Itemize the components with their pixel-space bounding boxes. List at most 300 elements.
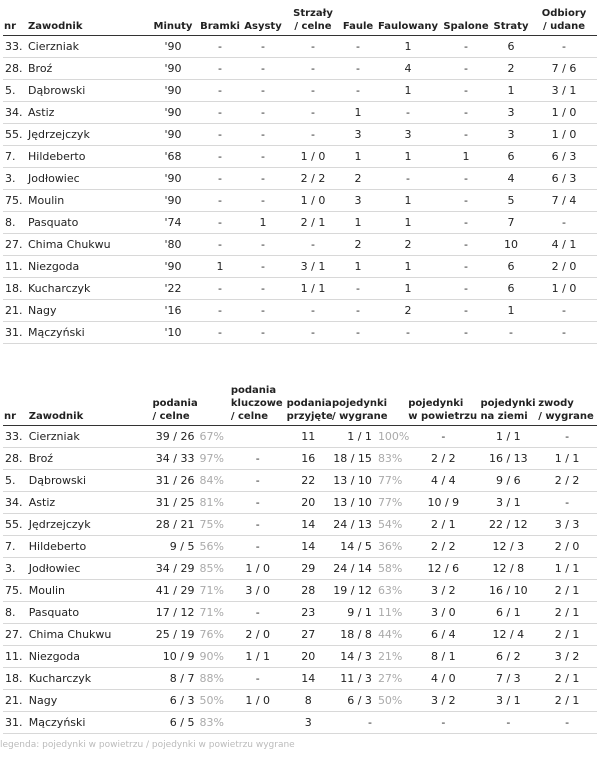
duels-cell bbox=[331, 668, 407, 690]
passes-value: 41 / 29 bbox=[155, 584, 195, 597]
air-duels-cell: 10 / 9 bbox=[407, 492, 479, 514]
player-name: Astiz bbox=[27, 102, 147, 124]
table-row bbox=[3, 146, 597, 168]
duels-cell bbox=[331, 558, 407, 580]
shots-cell: - bbox=[285, 36, 341, 58]
header-key-l1: podania bbox=[230, 385, 277, 396]
duels-cell bbox=[331, 514, 407, 536]
shots-cell: - bbox=[285, 322, 341, 344]
fouls-cell: 1 bbox=[341, 256, 375, 278]
header-ground-l1: pojedynki bbox=[480, 398, 536, 409]
shots-cell: - bbox=[285, 58, 341, 80]
passes-value: 6 / 3 bbox=[169, 694, 195, 707]
key-passes-cell: 1 / 0 bbox=[230, 558, 286, 580]
header-goals: Bramki bbox=[199, 7, 241, 36]
shots-cell: 3 / 1 bbox=[285, 256, 341, 278]
passes-cell bbox=[152, 646, 230, 668]
fouled-cell: 1 bbox=[375, 80, 441, 102]
goals-cell: - bbox=[199, 146, 241, 168]
table-row bbox=[3, 448, 597, 470]
dribbles-cell: 2 / 1 bbox=[537, 690, 597, 712]
air-duels-cell: 2 / 1 bbox=[407, 514, 479, 536]
key-passes-cell: 2 / 0 bbox=[230, 624, 286, 646]
header-dribbles bbox=[537, 384, 597, 426]
offsides-cell: - bbox=[441, 102, 491, 124]
passes-value: 28 / 21 bbox=[155, 518, 195, 531]
shots-cell: - bbox=[285, 80, 341, 102]
player-name: Jodłowiec bbox=[28, 558, 152, 580]
player-number: 55. bbox=[3, 124, 27, 146]
minutes-cell: '90 bbox=[147, 256, 199, 278]
duels-value: - bbox=[367, 716, 372, 729]
passes-cell bbox=[152, 558, 230, 580]
minutes-cell: '10 bbox=[147, 322, 199, 344]
fouled-cell: 1 bbox=[375, 190, 441, 212]
passes-cell bbox=[152, 536, 230, 558]
duels-cell bbox=[331, 470, 407, 492]
offsides-cell: - bbox=[441, 322, 491, 344]
shots-cell: 2 / 2 bbox=[285, 168, 341, 190]
ground-duels-cell: 6 / 1 bbox=[479, 602, 537, 624]
fouls-cell: 3 bbox=[341, 190, 375, 212]
duels-percent: 77% bbox=[377, 474, 403, 487]
header-recoveries-l1: Odbiory bbox=[541, 8, 587, 19]
assists-cell: - bbox=[241, 300, 285, 322]
passes-value: 25 / 19 bbox=[155, 628, 195, 641]
fouls-cell: 3 bbox=[341, 124, 375, 146]
header-fouled: Faulowany bbox=[375, 7, 441, 36]
dribbles-cell: 2 / 1 bbox=[537, 602, 597, 624]
player-number: 55. bbox=[3, 514, 28, 536]
assists-cell: - bbox=[241, 58, 285, 80]
duels-percent: 100% bbox=[377, 430, 410, 443]
recoveries-cell: - bbox=[531, 322, 597, 344]
received-cell: 20 bbox=[286, 646, 331, 668]
header-air-duels bbox=[407, 384, 479, 426]
ground-duels-cell: 3 / 1 bbox=[479, 492, 537, 514]
header-key-l3: / celne bbox=[230, 411, 269, 422]
losses-cell: 5 bbox=[491, 190, 531, 212]
air-duels-cell: 3 / 2 bbox=[407, 690, 479, 712]
player-number: 33. bbox=[3, 426, 28, 448]
table-row bbox=[3, 492, 597, 514]
losses-cell: 10 bbox=[491, 234, 531, 256]
fouls-cell: 2 bbox=[341, 168, 375, 190]
header-passes bbox=[152, 384, 230, 426]
duels-value: 18 / 15 bbox=[333, 452, 372, 465]
player-number: 75. bbox=[3, 580, 28, 602]
player-name: Dąbrowski bbox=[28, 470, 152, 492]
recoveries-cell: 2 / 0 bbox=[531, 256, 597, 278]
air-duels-cell: 4 / 0 bbox=[407, 668, 479, 690]
received-cell: 11 bbox=[286, 426, 331, 448]
shots-cell: - bbox=[285, 124, 341, 146]
recoveries-cell: - bbox=[531, 36, 597, 58]
header-received-l1: podania bbox=[286, 398, 332, 409]
goals-cell: - bbox=[199, 300, 241, 322]
fouled-cell: 1 bbox=[375, 278, 441, 300]
recoveries-cell: 1 / 0 bbox=[531, 124, 597, 146]
player-name: Chima Chukwu bbox=[27, 234, 147, 256]
key-passes-cell: - bbox=[230, 602, 286, 624]
duels-percent: 11% bbox=[377, 606, 403, 619]
player-number: 18. bbox=[3, 278, 27, 300]
header-shots bbox=[285, 7, 341, 36]
received-cell: 14 bbox=[286, 514, 331, 536]
duels-percent: 27% bbox=[377, 672, 403, 685]
goals-cell: - bbox=[199, 322, 241, 344]
passes-percent: 88% bbox=[199, 672, 224, 685]
recoveries-cell: 7 / 6 bbox=[531, 58, 597, 80]
table-row bbox=[3, 580, 597, 602]
fouls-cell: - bbox=[341, 80, 375, 102]
received-cell: 23 bbox=[286, 602, 331, 624]
air-duels-cell: 4 / 4 bbox=[407, 470, 479, 492]
minutes-cell: '90 bbox=[147, 102, 199, 124]
recoveries-cell: 6 / 3 bbox=[531, 168, 597, 190]
table-row bbox=[3, 322, 597, 344]
losses-cell: 3 bbox=[491, 124, 531, 146]
duels-cell bbox=[331, 492, 407, 514]
dribbles-cell: 1 / 1 bbox=[537, 448, 597, 470]
key-passes-cell: 3 / 0 bbox=[230, 580, 286, 602]
key-passes-cell: - bbox=[230, 448, 286, 470]
duels-cell bbox=[331, 602, 407, 624]
key-passes-cell: - bbox=[230, 492, 286, 514]
ground-duels-cell: 16 / 10 bbox=[479, 580, 537, 602]
fouls-cell: 2 bbox=[341, 234, 375, 256]
minutes-cell: '68 bbox=[147, 146, 199, 168]
player-number: 7. bbox=[3, 146, 27, 168]
player-name: Hildeberto bbox=[27, 146, 147, 168]
player-number: 28. bbox=[3, 448, 28, 470]
received-cell: 14 bbox=[286, 668, 331, 690]
losses-cell: - bbox=[491, 322, 531, 344]
fouled-cell: - bbox=[375, 102, 441, 124]
header-duels bbox=[331, 384, 407, 426]
received-cell: 22 bbox=[286, 470, 331, 492]
player-name: Kucharczyk bbox=[28, 668, 152, 690]
offsides-cell: - bbox=[441, 80, 491, 102]
header-fouls: Faule bbox=[341, 7, 375, 36]
dribbles-cell: 1 / 1 bbox=[537, 558, 597, 580]
passes-percent: 76% bbox=[199, 628, 224, 641]
minutes-cell: '90 bbox=[147, 36, 199, 58]
ground-duels-cell: 16 / 13 bbox=[479, 448, 537, 470]
dribbles-cell: 2 / 0 bbox=[537, 536, 597, 558]
duels-cell bbox=[331, 536, 407, 558]
header-recoveries-l2: / udane bbox=[542, 21, 586, 32]
table-row bbox=[3, 514, 597, 536]
table-row bbox=[3, 234, 597, 256]
ground-duels-cell: 12 / 4 bbox=[479, 624, 537, 646]
player-name: Jodłowiec bbox=[27, 168, 147, 190]
duels-cell bbox=[331, 646, 407, 668]
received-cell: 29 bbox=[286, 558, 331, 580]
player-name: Mączyński bbox=[28, 712, 152, 734]
player-name: Dąbrowski bbox=[27, 80, 147, 102]
passes-value: 10 / 9 bbox=[162, 650, 195, 663]
key-passes-cell bbox=[230, 426, 286, 448]
fouls-cell: 1 bbox=[341, 146, 375, 168]
recoveries-cell: 6 / 3 bbox=[531, 146, 597, 168]
player-name: Astiz bbox=[28, 492, 152, 514]
ground-duels-cell: 9 / 6 bbox=[479, 470, 537, 492]
assists-cell: - bbox=[241, 146, 285, 168]
player-name: Mączyński bbox=[27, 322, 147, 344]
duels-value: 19 / 12 bbox=[333, 584, 372, 597]
passes-value: 6 / 5 bbox=[169, 716, 195, 729]
header-duels-l1: pojedynki bbox=[331, 398, 388, 409]
table-row bbox=[3, 190, 597, 212]
header-received bbox=[286, 384, 331, 426]
table-row bbox=[3, 256, 597, 278]
player-name: Kucharczyk bbox=[27, 278, 147, 300]
offsides-cell: - bbox=[441, 256, 491, 278]
assists-cell: - bbox=[241, 80, 285, 102]
duels-value: 24 / 13 bbox=[333, 518, 372, 531]
goals-cell: - bbox=[199, 80, 241, 102]
passes-cell bbox=[152, 580, 230, 602]
ground-duels-cell: 12 / 8 bbox=[479, 558, 537, 580]
header-received-l2: przyjęte bbox=[286, 411, 333, 422]
offsides-cell: - bbox=[441, 168, 491, 190]
duels-percent: 83% bbox=[377, 452, 403, 465]
table-row bbox=[3, 690, 597, 712]
dribbles-cell: - bbox=[537, 426, 597, 448]
player-number: 5. bbox=[3, 470, 28, 492]
table-row bbox=[3, 558, 597, 580]
shots-cell: 1 / 1 bbox=[285, 278, 341, 300]
losses-cell: 6 bbox=[491, 256, 531, 278]
recoveries-cell: 4 / 1 bbox=[531, 234, 597, 256]
air-duels-cell: 2 / 2 bbox=[407, 536, 479, 558]
player-name: Cierzniak bbox=[28, 426, 152, 448]
passes-percent: 85% bbox=[199, 562, 224, 575]
dribbles-cell: - bbox=[537, 712, 597, 734]
table-row bbox=[3, 426, 597, 448]
player-number: 31. bbox=[3, 712, 28, 734]
ground-duels-cell: 12 / 3 bbox=[479, 536, 537, 558]
player-number: 21. bbox=[3, 690, 28, 712]
recoveries-cell: 3 / 1 bbox=[531, 80, 597, 102]
losses-cell: 6 bbox=[491, 36, 531, 58]
goals-cell: - bbox=[199, 212, 241, 234]
player-name: Nagy bbox=[27, 300, 147, 322]
table-row bbox=[3, 58, 597, 80]
header-key-passes bbox=[230, 384, 286, 426]
shots-cell: 2 / 1 bbox=[285, 212, 341, 234]
passes-value: 34 / 29 bbox=[155, 562, 195, 575]
offsides-cell: - bbox=[441, 212, 491, 234]
player-name: Pasquato bbox=[28, 602, 152, 624]
player-number: 33. bbox=[3, 36, 27, 58]
recoveries-cell: - bbox=[531, 300, 597, 322]
key-passes-cell: - bbox=[230, 536, 286, 558]
duels-value: 6 / 3 bbox=[347, 694, 372, 707]
goals-cell: - bbox=[199, 234, 241, 256]
duels-percent: 58% bbox=[377, 562, 403, 575]
table-row bbox=[3, 168, 597, 190]
offsides-cell: - bbox=[441, 234, 491, 256]
minutes-cell: '22 bbox=[147, 278, 199, 300]
duels-percent: 50% bbox=[377, 694, 403, 707]
player-stats-table-2 bbox=[3, 384, 597, 734]
offsides-cell: 1 bbox=[441, 146, 491, 168]
fouled-cell: 1 bbox=[375, 146, 441, 168]
duels-cell bbox=[331, 580, 407, 602]
table-row bbox=[3, 646, 597, 668]
recoveries-cell: - bbox=[531, 212, 597, 234]
passes-percent: 81% bbox=[199, 496, 224, 509]
key-passes-cell: 1 / 0 bbox=[230, 690, 286, 712]
player-name: Hildeberto bbox=[28, 536, 152, 558]
assists-cell: - bbox=[241, 124, 285, 146]
table-row bbox=[3, 712, 597, 734]
passes-percent: 84% bbox=[199, 474, 224, 487]
passes-cell bbox=[152, 470, 230, 492]
player-number: 21. bbox=[3, 300, 27, 322]
passes-percent: 90% bbox=[199, 650, 224, 663]
passes-value: 17 / 12 bbox=[155, 606, 195, 619]
goals-cell: - bbox=[199, 102, 241, 124]
air-duels-cell: 3 / 0 bbox=[407, 602, 479, 624]
losses-cell: 6 bbox=[491, 278, 531, 300]
table-row bbox=[3, 80, 597, 102]
duels-value: 18 / 8 bbox=[340, 628, 372, 641]
header-air-l2: w powietrzu bbox=[408, 411, 478, 422]
passes-percent: 71% bbox=[199, 606, 224, 619]
player-number: 7. bbox=[3, 536, 28, 558]
offsides-cell: - bbox=[441, 278, 491, 300]
assists-cell: 1 bbox=[241, 212, 285, 234]
table-row bbox=[3, 536, 597, 558]
fouls-cell: 1 bbox=[341, 212, 375, 234]
player-number: 8. bbox=[3, 602, 28, 624]
fouled-cell: 2 bbox=[375, 234, 441, 256]
assists-cell: - bbox=[241, 36, 285, 58]
duels-value: 13 / 10 bbox=[333, 474, 372, 487]
shots-cell: - bbox=[285, 234, 341, 256]
duels-percent: 44% bbox=[377, 628, 403, 641]
header-dribbles-l2: / wygrane bbox=[538, 411, 594, 422]
table-row bbox=[3, 300, 597, 322]
losses-cell: 1 bbox=[491, 300, 531, 322]
shots-cell: - bbox=[285, 300, 341, 322]
header-dribbles-l1: zwody bbox=[538, 398, 574, 409]
minutes-cell: '74 bbox=[147, 212, 199, 234]
dribbles-cell: 2 / 2 bbox=[537, 470, 597, 492]
goals-cell: - bbox=[199, 36, 241, 58]
fouls-cell: - bbox=[341, 58, 375, 80]
received-cell: 27 bbox=[286, 624, 331, 646]
goals-cell: - bbox=[199, 58, 241, 80]
passes-cell bbox=[152, 492, 230, 514]
air-duels-cell: - bbox=[407, 426, 479, 448]
passes-value: 8 / 7 bbox=[169, 672, 195, 685]
fouled-cell: - bbox=[375, 168, 441, 190]
header-losses: Straty bbox=[491, 7, 531, 36]
header-offsides: Spalone bbox=[441, 7, 491, 36]
duels-cell bbox=[331, 712, 407, 734]
fouled-cell: 1 bbox=[375, 212, 441, 234]
fouls-cell: - bbox=[341, 300, 375, 322]
passes-percent: 83% bbox=[199, 716, 224, 729]
minutes-cell: '90 bbox=[147, 58, 199, 80]
passes-percent: 50% bbox=[199, 694, 224, 707]
key-passes-cell: - bbox=[230, 514, 286, 536]
passes-value: 39 / 26 bbox=[155, 430, 195, 443]
air-duels-cell: 2 / 2 bbox=[407, 448, 479, 470]
assists-cell: - bbox=[241, 278, 285, 300]
header-ground-l2: na ziemi bbox=[480, 411, 528, 422]
losses-cell: 1 bbox=[491, 80, 531, 102]
header-nr: nr bbox=[3, 7, 27, 36]
table-row bbox=[3, 668, 597, 690]
fouled-cell: 3 bbox=[375, 124, 441, 146]
player-name: Moulin bbox=[27, 190, 147, 212]
table-row bbox=[3, 470, 597, 492]
player-name: Moulin bbox=[28, 580, 152, 602]
player-number: 5. bbox=[3, 80, 27, 102]
duels-cell bbox=[331, 690, 407, 712]
ground-duels-cell: 22 / 12 bbox=[479, 514, 537, 536]
minutes-cell: '90 bbox=[147, 80, 199, 102]
passes-cell bbox=[152, 448, 230, 470]
player-number: 18. bbox=[3, 668, 28, 690]
player-number: 11. bbox=[3, 256, 27, 278]
assists-cell: - bbox=[241, 190, 285, 212]
goals-cell: - bbox=[199, 278, 241, 300]
duels-cell bbox=[331, 426, 410, 448]
player-name: Niezgoda bbox=[28, 646, 152, 668]
fouls-cell: - bbox=[341, 36, 375, 58]
duels-value: 14 / 3 bbox=[340, 650, 372, 663]
header-duels-l2: / wygrane bbox=[331, 411, 388, 422]
goals-cell: - bbox=[199, 168, 241, 190]
player-name: Pasquato bbox=[27, 212, 147, 234]
duels-value: 24 / 14 bbox=[333, 562, 372, 575]
dribbles-cell: 2 / 1 bbox=[537, 580, 597, 602]
duels-value: 11 / 3 bbox=[340, 672, 372, 685]
key-passes-cell: 1 / 1 bbox=[230, 646, 286, 668]
header-passes-l2: / celne bbox=[152, 411, 190, 422]
passes-value: 31 / 26 bbox=[155, 474, 195, 487]
player-number: 27. bbox=[3, 234, 27, 256]
ground-duels-cell: 1 / 1 bbox=[479, 426, 537, 448]
player-number: 3. bbox=[3, 558, 28, 580]
table-row bbox=[3, 602, 597, 624]
table-row bbox=[3, 124, 597, 146]
dribbles-cell: - bbox=[537, 492, 597, 514]
header-player: Zawodnik bbox=[28, 384, 152, 426]
offsides-cell: - bbox=[441, 58, 491, 80]
header-key-l2: kluczowe bbox=[230, 398, 283, 409]
player-name: Niezgoda bbox=[27, 256, 147, 278]
duels-value: 1 / 1 bbox=[347, 430, 372, 443]
passes-cell bbox=[152, 624, 230, 646]
fouls-cell: - bbox=[341, 278, 375, 300]
duels-percent: 36% bbox=[377, 540, 403, 553]
table-row bbox=[3, 212, 597, 234]
table-row bbox=[3, 278, 597, 300]
losses-cell: 4 bbox=[491, 168, 531, 190]
minutes-cell: '80 bbox=[147, 234, 199, 256]
recoveries-cell: 1 / 0 bbox=[531, 278, 597, 300]
player-name: Jędrzejczyk bbox=[28, 514, 152, 536]
passes-percent: 71% bbox=[199, 584, 224, 597]
shots-cell: - bbox=[285, 102, 341, 124]
